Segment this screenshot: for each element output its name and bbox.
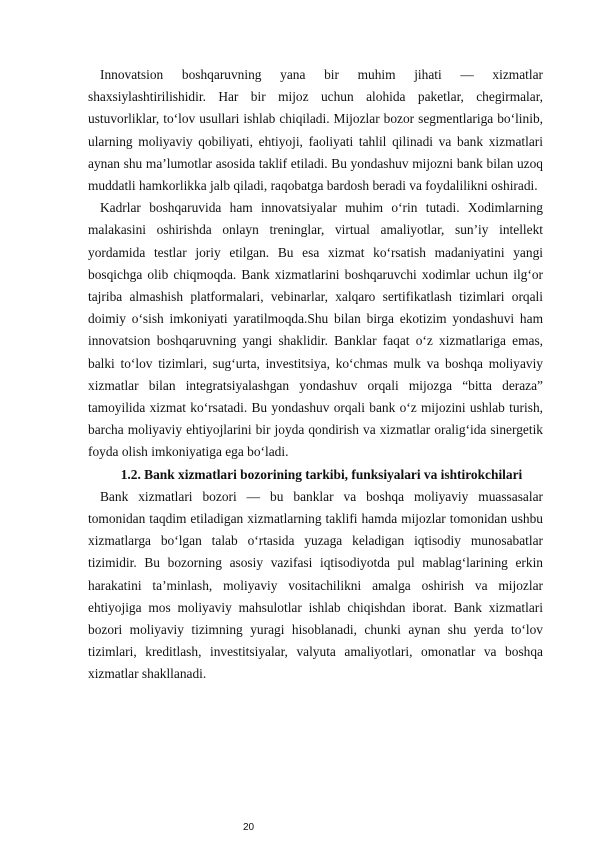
paragraph-hr-innovation: Kadrlar boshqaruvida ham innovatsiyalar muhim o‘rin tutadi. Xodimlarning malakasini oshirishda onlayn treninglar, virtual amaliyotlar, sun’iy intellekt yordamida testlar joriy etilgan. Bu esa xizmat ko‘rsatish madaniyatini yangi bosqichga olib chiqmoqda. Bank xizmatlarini boshqaruvchi xodimlar uchun ilg‘or tajriba almashish platformalari, vebinarlar, xalqaro sertifikatlash tizimlari orqali doimiy o‘sish imkoniyati yaratilmoqda.Shu bilan birga ekotizim yondashuvi ham innovatsion boshqaruvning yangi shaklidir. Banklar faqat o‘z xizmatlariga emas, balki to‘lov tizimlari, sug‘urta, investitsiya, ko‘chmas mulk va boshqa moliyaviy xizmatlar bilan integratsiyalashgan yondashuv orqali mijozga “bitta deraza” tamoyilida xizmat ko‘rsatadi. Bu yondashuv orqali bank o‘z mijozini ushlab turish, barcha moliyaviy ehtiyojlarini bir joyda qondirish va xizmatlar oralig‘ida sinergetik foyda olish imkoniyatiga ega bo‘ladi. — [88, 200, 543, 460]
section-heading: 1.2. Bank xizmatlari bozorining tarkibi, funksiyalari va ishtirokchilari — [120, 466, 523, 482]
paragraph-personalization: Innovatsion boshqaruvning yana bir muhim jihati — xizmatlar shaxsiylashtirilishidir. Har bir mijoz uchun alohida paketlar, chegirmalar, ustuvorliklar, to‘lov usullari ishlab chiqiladi. Mijozlar bozor segmentlariga bo‘linib, ularning moliyaviy qobiliyati, ehtiyoji, faoliyati tahlil qilinadi va bank xizmatlari aynan shu ma’lumotlar asosida taklif etiladi. Bu yondashuv mijozni bank bilan uzoq muddatli hamkorlikka jalb qiladi, raqobatga bardosh beradi va foydalilikni oshiradi. — [88, 67, 543, 194]
document-page — [88, 64, 543, 686]
page-number: 20 — [243, 822, 255, 833]
paragraph-bank-services-market: Bank xizmatlari bozori — bu banklar va boshqa moliyaviy muassasalar tomonidan taqdim etiladigan xizmatlarning taklifi hamda mijozlar tomonidan ushbu xizmatlarga bo‘lgan talab o‘rtasida yuzaga keladigan iqtisodiy munosabatlar tizimidir. Bu bozorning asosiy vazifasi iqtisodiyotda pul mablag‘larining erkin harakatini ta’minlash, moliyaviy vositachilikni amalga oshirish va mijozlar ehtiyojiga mos moliyaviy mahsulotlar ishlab chiqishdan iborat. Bank xizmatlari bozori moliyaviy tizimning yuragi hisoblanadi, chunki aynan shu yerda to‘lov tizimlari, kreditlash, investitsiyalar, valyuta amaliyotlari, omonatlar va boshqa xizmatlar shakllanadi. — [88, 488, 543, 682]
